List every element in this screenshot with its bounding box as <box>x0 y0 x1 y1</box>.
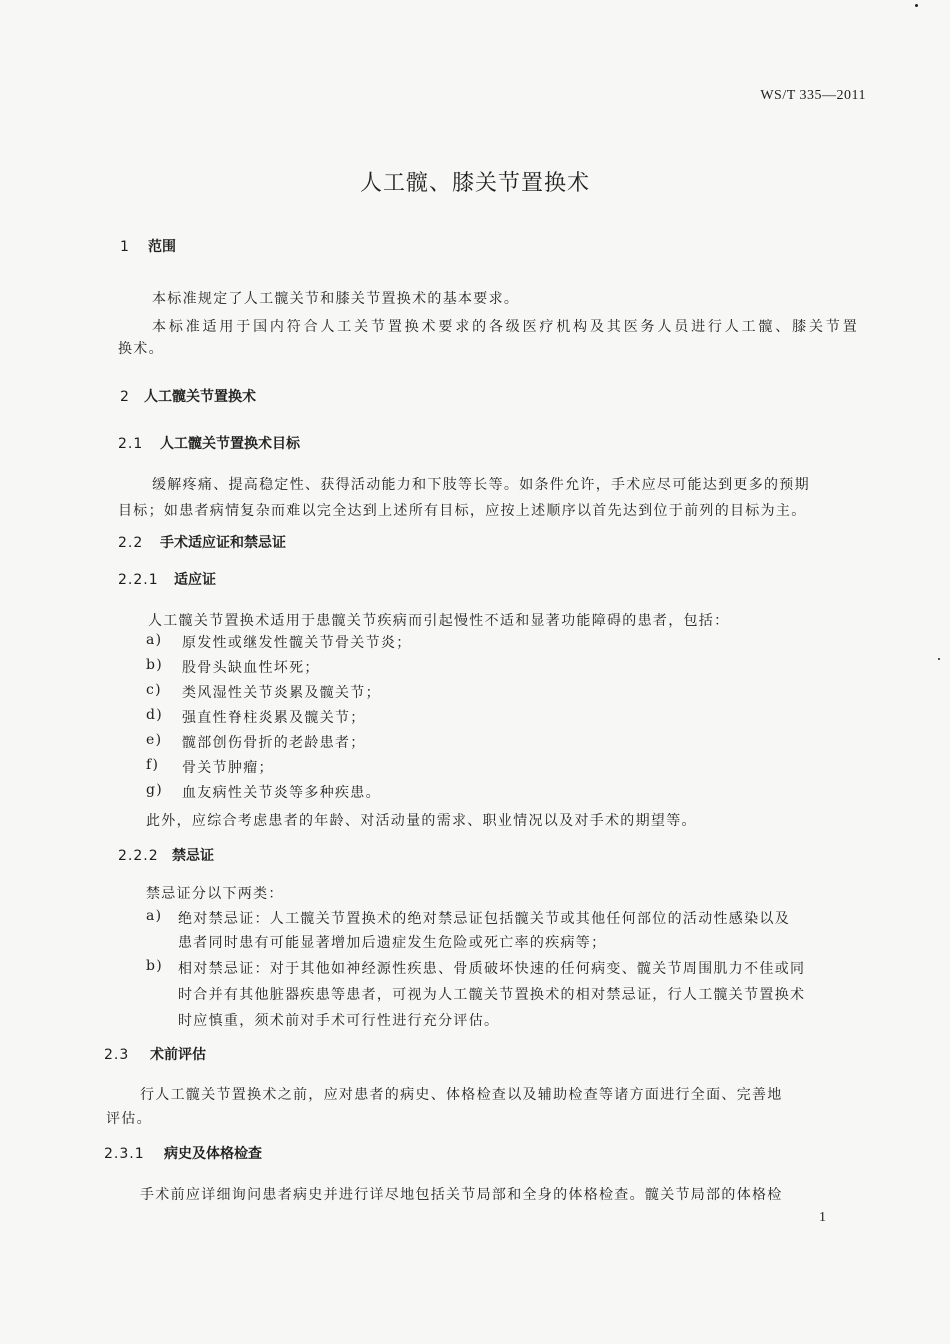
list-item-line: 相对禁忌证：对于其他如神经源性疾患、骨质破坏快速的任何病变、髋关节周围肌力不佳或同 <box>178 961 806 977</box>
section-title: 范围 <box>148 239 176 255</box>
paragraph-line: 换术。 <box>118 341 164 357</box>
paragraph-line: 目标；如患者病情复杂而难以完全达到上述所有目标，应按上述顺序以首先达到位于前列的目标为主。 <box>118 503 807 519</box>
section-2-1-heading <box>118 433 300 453</box>
section-title: 适应证 <box>174 572 216 588</box>
section-2-2-1-heading <box>118 569 216 589</box>
paragraph: 本标准规定了人工髋关节和膝关节置换术的基本要求。 <box>152 291 520 307</box>
paragraph-line <box>118 316 858 336</box>
list-item: 股骨头缺血性坏死； <box>182 660 320 676</box>
section-number: 2 <box>120 389 130 405</box>
list-item-line: 时应慎重，须术前对手术可行性进行充分评估。 <box>178 1013 500 1029</box>
list-item-label: g) <box>146 782 164 798</box>
list-item-line: 绝对禁忌证：人工髋关节置换术的绝对禁忌证包括髋关节或其他任何部位的活动性感染以及 <box>178 911 790 927</box>
section-title: 人工髋关节置换术目标 <box>160 436 300 452</box>
paragraph-line: 评估。 <box>106 1111 152 1127</box>
paragraph-line: 手术前应详细询问患者病史并进行详尽地包括关节局部和全身的体格检查。髋关节局部的体格检 <box>140 1187 783 1203</box>
list-item-label: f) <box>146 757 160 773</box>
list-item-line: 患者同时患有可能显著增加后遗症发生危险或死亡率的疾病等； <box>178 935 607 951</box>
list-item-label: b) <box>146 958 164 974</box>
paragraph-line: 行人工髋关节置换术之前，应对患者的病史、体格检查以及辅助检查等诸方面进行全面、完善地 <box>140 1087 783 1103</box>
list-item: 骨关节肿瘤； <box>182 760 274 776</box>
section-number: 2.3.1 <box>104 1146 145 1162</box>
section-title: 病史及体格检查 <box>164 1146 262 1162</box>
list-item-label: b) <box>146 657 164 673</box>
section-2-heading <box>120 386 256 406</box>
list-item: 强直性脊柱炎累及髋关节； <box>182 710 366 726</box>
section-number: 2.1 <box>118 436 144 452</box>
list-item: 类风湿性关节炎累及髋关节； <box>182 685 381 701</box>
list-item: 原发性或继发性髋关节骨关节炎； <box>182 635 412 651</box>
section-title: 术前评估 <box>150 1047 206 1063</box>
section-number: 2.2.1 <box>118 572 159 588</box>
paragraph: 禁忌证分以下两类： <box>146 886 284 902</box>
paragraph-line: 缓解疼痛、提高稳定性、获得活动能力和下肢等长等。如条件允许，手术应尽可能达到更多的预期 <box>152 477 810 493</box>
section-number: 2.2 <box>118 535 144 551</box>
section-title: 禁忌证 <box>172 848 214 864</box>
text: 本标准适用于国内符合人工关节置换术要求的各级医疗机构及其医务人员进行人工髋、膝关节置 <box>152 319 858 335</box>
section-2-3-heading <box>104 1044 206 1064</box>
list-item: 髋部创伤骨折的老龄患者； <box>182 735 366 751</box>
list-item: 血友病性关节炎等多种疾患。 <box>182 785 381 801</box>
section-number: 1 <box>120 239 130 255</box>
page-number: 1 <box>819 1210 826 1225</box>
list-item-line: 时合并有其他脏器疾患等患者，可视为人工髋关节置换术的相对禁忌证，行人工髋关节置换术 <box>178 987 806 1003</box>
section-number: 2.3 <box>104 1047 130 1063</box>
paragraph: 人工髋关节置换术适用于患髋关节疾病而引起慢性不适和显著功能障碍的患者，包括： <box>148 613 730 629</box>
section-title: 手术适应证和禁忌证 <box>160 535 286 551</box>
document-title: 人工髋、膝关节置换术 <box>359 171 590 196</box>
list-item-label: a) <box>146 632 163 648</box>
section-1-heading <box>120 236 176 256</box>
scan-speck <box>915 4 918 7</box>
paragraph: 此外，应综合考虑患者的年龄、对活动量的需求、职业情况以及对手术的期望等。 <box>146 813 697 829</box>
standard-number: WS/T 335—2011 <box>760 88 866 103</box>
section-title: 人工髋关节置换术 <box>144 389 256 405</box>
list-item-label: a) <box>146 908 163 924</box>
scan-speck <box>938 658 940 660</box>
section-2-3-1-heading <box>104 1143 262 1163</box>
list-item-label: c) <box>146 682 162 698</box>
section-2-2-heading <box>118 532 286 552</box>
list-item-label: e) <box>146 732 163 748</box>
list-item-label: d) <box>146 707 164 723</box>
section-number: 2.2.2 <box>118 848 159 864</box>
section-2-2-2-heading <box>118 845 214 865</box>
